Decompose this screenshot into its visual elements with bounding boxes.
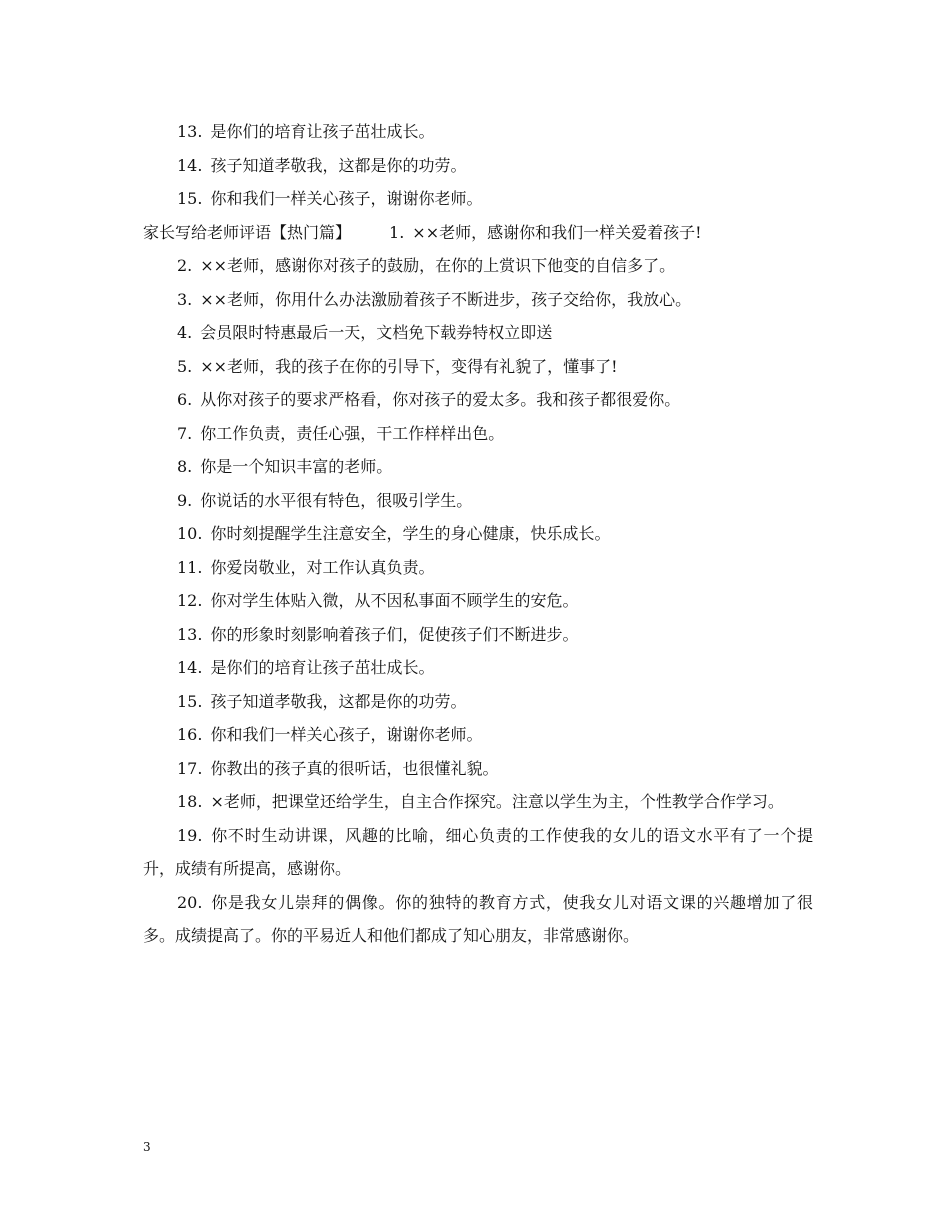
list-item: 5. ××老师，我的孩子在你的引导下，变得有礼貌了，懂事了! [177,356,618,376]
list-item: 12. 你对学生体贴入微，从不因私事面不顾学生的安危。 [177,591,579,610]
list-item-long: 19. 你不时生动讲课，风趣的比喻，细心负责的工作使我的女儿的语文水平有了一个提升，成绩有所提高，感谢你。 [143,825,813,878]
list-item: 15. 你和我们一样关心孩子，谢谢你老师。 [177,189,483,208]
list-item-long: 20. 你是我女儿崇拜的偶像。你的独特的教育方式，使我女儿对语文课的兴趣增加了很多。成绩提高了。你的平易近人和他们都成了知心朋友，非常感谢你。 [143,892,813,945]
promo-list-item: 4. 会员限时特惠最后一天，文档免下载券特权立即送 [177,323,553,342]
list-item: 8. 你是一个知识丰富的老师。 [177,457,393,476]
list-item: 3. ××老师，你用什么办法激励着孩子不断进步，孩子交给你，我放心。 [177,289,692,309]
list-item: 10. 你时刻提醒学生注意安全，学生的身心健康，快乐成长。 [177,524,611,543]
list-item: 13. 是你们的培育让孩子茁壮成长。 [177,122,435,141]
list-item: 13. 你的形象时刻影响着孩子们，促使孩子们不断进步。 [177,624,579,644]
list-item: 11. 你爱岗敬业，对工作认真负责。 [177,557,435,577]
section-heading-line: 家长写给老师评语【热门篇】 1. ××老师，感谢你和我们一样关爱着孩子! [143,222,702,242]
list-item: 6. 从你对孩子的要求严格看，你对孩子的爱太多。我和孩子都很爱你。 [177,390,681,409]
page-number: 3 [143,1140,151,1154]
list-item: 7. 你工作负责，责任心强，干工作样样出色。 [177,423,505,443]
list-item: 14. 是你们的培育让孩子茁壮成长。 [177,658,435,677]
list-item-long: 18. ×老师，把课堂还给学生，自主合作探究。注意以学生为主，个性教学合作学习。 [177,792,784,811]
list-item: 14. 孩子知道孝敬我，这都是你的功劳。 [177,155,467,175]
list-item: 15. 孩子知道孝敬我，这都是你的功劳。 [177,691,467,711]
list-item: 9. 你说话的水平很有特色，很吸引学生。 [177,490,473,510]
list-item: 16. 你和我们一样关心孩子，谢谢你老师。 [177,725,483,744]
section-title: 家长写给老师评语【热门篇】 [143,222,352,242]
document-body [143,115,813,953]
list-item: 17. 你教出的孩子真的很听话，也很懂礼貌。 [177,758,499,778]
list-item: 2. ××老师，感谢你对孩子的鼓励，在你的上赏识下他变的自信多了。 [177,256,676,275]
